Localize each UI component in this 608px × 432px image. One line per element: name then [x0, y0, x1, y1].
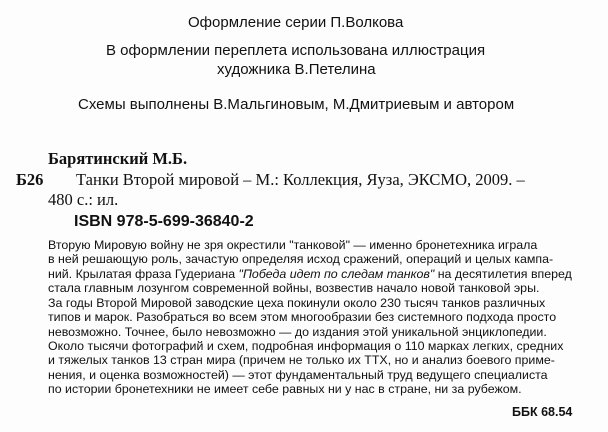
annotation-line: невозможно. Точнее, было невозможно — до издания этой уникальной энциклопедии.: [48, 324, 547, 339]
catalog-title-line2: 480 с.: ил.: [48, 190, 119, 209]
catalog-title-line1: Танки Второй мировой – М.: Коллекция, Яуза, ЭКСМО, 2009. –: [76, 170, 525, 189]
annotation-paragraph-1: [48, 238, 594, 296]
annotation-text: ний. Крылатая фраза Гудериана: [48, 266, 236, 281]
annotation-line: по истории бронетехники не имеет себе равных ни у нас в стране, ни за рубежом.: [48, 382, 522, 397]
series-design-credit: Оформление серии П.Волкова: [188, 14, 404, 31]
annotation-line: [48, 267, 594, 281]
annotation-line: Вторую Мировую войну не зря окрестили "танковой" — именно бронетехника играла: [48, 238, 538, 252]
annotation-paragraph-2: [48, 296, 594, 339]
bbk-classification: ББК 68.54: [512, 405, 573, 419]
annotation-line: Около тысячи фотографий и схем, подробная информация о 110 марках легких, средних: [48, 339, 564, 353]
annotation-line: нения, и оценка возможностей) — этот фундаментальный труд ведущего специалиста: [48, 367, 548, 382]
cover-illustration-credit-line2: художника В.Петелина: [217, 61, 376, 78]
annotation-line: За годы Второй Мировой заводские цеха покинули около 230 тысяч танков различных: [48, 296, 546, 310]
schemes-credit: Схемы выполнены В.Мальгиновым, М.Дмитриевым и автором: [78, 96, 515, 113]
annotation-text: на десятилетия вперед: [434, 266, 572, 281]
catalog-author: Барятинский М.Б.: [48, 149, 188, 168]
catalog-code: Б26: [16, 170, 44, 189]
guderian-quote: "Победа идет по следам танков": [238, 266, 435, 281]
cover-illustration-credit-line1: В оформлении переплета использована иллюстрация: [106, 42, 486, 59]
annotation-line: в ней решающую роль, зачастую определяя исход сражений, операций и целых кампа-: [48, 252, 554, 267]
annotation-paragraph-3: [48, 339, 594, 397]
annotation-line: и тяжелых танков 13 стран мира (причем не только их ТТХ, но и анализ боевого приме-: [48, 353, 555, 368]
isbn: ISBN 978-5-699-36840-2: [74, 213, 254, 230]
annotation-line: стала главным лозунгом современной войны, возвестив начало новой танковой эры.: [48, 281, 540, 296]
annotation-line: типов и марок. Разобраться во всем этом многообразии без системного подхода просто: [48, 310, 557, 325]
